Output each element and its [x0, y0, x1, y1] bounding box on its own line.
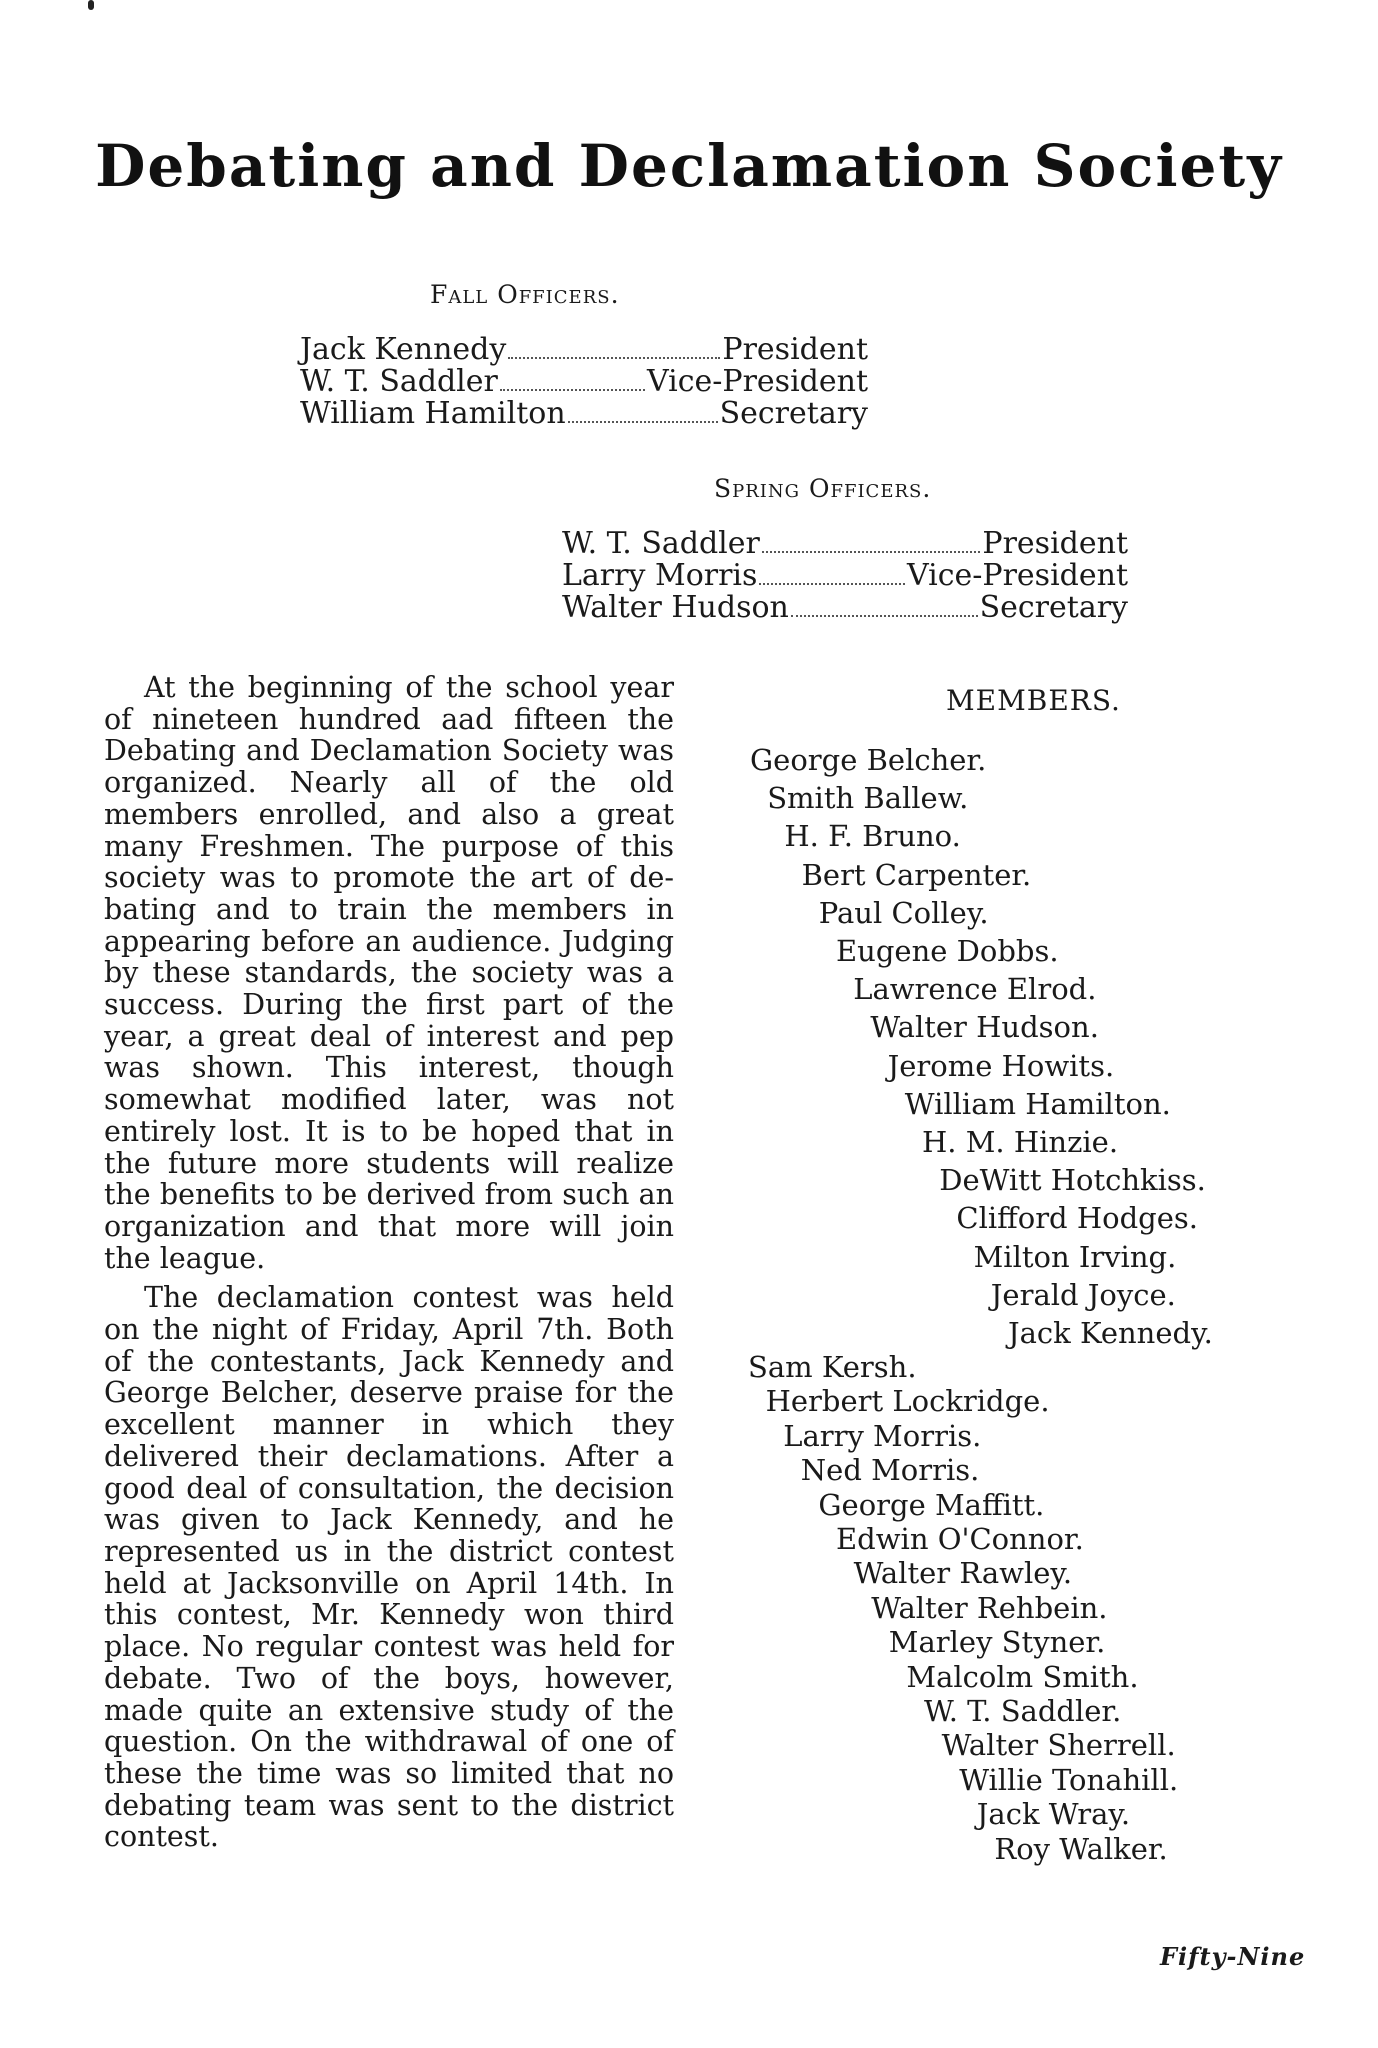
member-name: Marley Styner. — [888, 1625, 1106, 1660]
member-name: Malcolm Smith. — [906, 1659, 1139, 1694]
members-heading: MEMBERS. — [946, 684, 1121, 717]
member-name: Jack Wray. — [976, 1797, 1131, 1832]
fall-officers-heading: Fall Officers. — [430, 280, 620, 309]
member-name: Smith Ballew. — [767, 781, 969, 816]
leader-dots — [500, 389, 645, 391]
officer-row — [562, 560, 1128, 592]
member-name: Eugene Dobbs. — [836, 934, 1059, 968]
member-name: H. M. Hinzie. — [922, 1125, 1119, 1159]
member-name: Paul Colley. — [818, 895, 989, 930]
member-name: Milton Irving. — [973, 1239, 1177, 1274]
member-name: Jack Kennedy. — [1008, 1316, 1213, 1350]
officer-name: Walter Hudson — [562, 590, 789, 625]
body-paragraph: The declamation contest was held on the night of Friday, April 7th. Both of the contestants, Jack Kennedy and George Belcher, deserve praise for the excellent manner in which they delivered their declamations. After a good deal of consultation, the decision was given to Jack Kennedy, and he represented us in the district contest held at Jacksonville on April 14th. In this contest, Mr. Kennedy won third place. No regular contest was held for debate. Two of the boys, however, made quite an extensive study of the question. On the withdrawal of one of these the time was so limited that no debating team was sent to the district contest. — [104, 1281, 674, 1854]
body-paragraph: At the beginning of the school year of nineteen hundred aad fifteen the Debating and Declamation Society was organized. Nearly all of the old members enrolled, and also a great many Freshmen. The purpose of this society was to promote the art of debating and to train the members in appearing before an audience. Judging by these standards, the society was a success. During the first part of the year, a great deal of interest and pep was shown. This interest, though somewhat modified later, was not entirely lost. It is to be hoped that in the future more students will realize the benefits to be derived from such an organization and that more will join the league. — [104, 671, 674, 1275]
officer-name: Larry Morris — [562, 558, 758, 593]
officer-role: Secretary — [979, 590, 1128, 625]
page-title: Debating and Declamation Society — [95, 132, 1283, 200]
officer-row — [562, 528, 1128, 560]
leader-dots — [762, 551, 981, 553]
spring-officers-heading: Spring Officers. — [714, 474, 932, 503]
member-name: Walter Sherrell. — [941, 1728, 1176, 1763]
member-name: Bert Carpenter. — [801, 857, 1032, 892]
member-name: William Hamilton. — [904, 1086, 1171, 1121]
ink-speck — [88, 0, 94, 10]
officer-role: Vice-President — [906, 558, 1128, 593]
member-name: Willie Tonahill. — [959, 1762, 1179, 1797]
leader-dots — [791, 615, 978, 617]
member-name: Lawrence Elrod. — [853, 972, 1097, 1007]
officer-row — [300, 366, 868, 398]
spring-officers-table — [562, 528, 1128, 624]
officer-row — [300, 398, 868, 430]
member-name: Walter Rawley. — [853, 1556, 1073, 1591]
officer-role: Secretary — [719, 396, 868, 431]
member-name: Walter Hudson. — [870, 1010, 1099, 1045]
leader-dots — [568, 421, 718, 423]
officer-role: President — [982, 526, 1128, 561]
member-name: Clifford Hodges. — [956, 1201, 1198, 1236]
member-name: H. F. Bruno. — [784, 819, 961, 854]
officer-row — [300, 334, 868, 366]
member-name: W. T. Saddler. — [924, 1694, 1122, 1728]
member-name: Roy Walker. — [994, 1831, 1168, 1866]
leader-dots — [508, 357, 720, 359]
officer-role: Vice-President — [646, 364, 868, 399]
officer-name: W. T. Saddler — [300, 364, 498, 399]
member-name: Jerald Joyce. — [990, 1277, 1176, 1312]
member-name: George Belcher. — [750, 743, 987, 777]
officer-role: President — [722, 332, 868, 367]
leader-dots — [759, 583, 905, 585]
officer-row — [562, 592, 1128, 624]
society-history-text — [104, 672, 674, 1861]
member-name: Herbert Lockridge. — [765, 1384, 1050, 1419]
member-name: George Maffitt. — [818, 1487, 1045, 1522]
officer-name: W. T. Saddler — [562, 526, 760, 561]
officer-name: Jack Kennedy — [300, 332, 507, 367]
officer-name: William Hamilton — [300, 396, 566, 431]
member-name: DeWitt Hotchkiss. — [939, 1163, 1206, 1198]
page-number: Fifty-Nine — [1160, 1942, 1306, 1971]
member-name: Sam Kersh. — [748, 1350, 917, 1384]
member-name: Larry Morris. — [783, 1418, 982, 1453]
member-name: Walter Rehbein. — [871, 1590, 1108, 1625]
member-name: Ned Morris. — [800, 1453, 980, 1488]
fall-officers-table — [300, 334, 868, 430]
member-name: Edwin O'Connor. — [836, 1522, 1084, 1556]
member-name: Jerome Howits. — [887, 1048, 1115, 1083]
